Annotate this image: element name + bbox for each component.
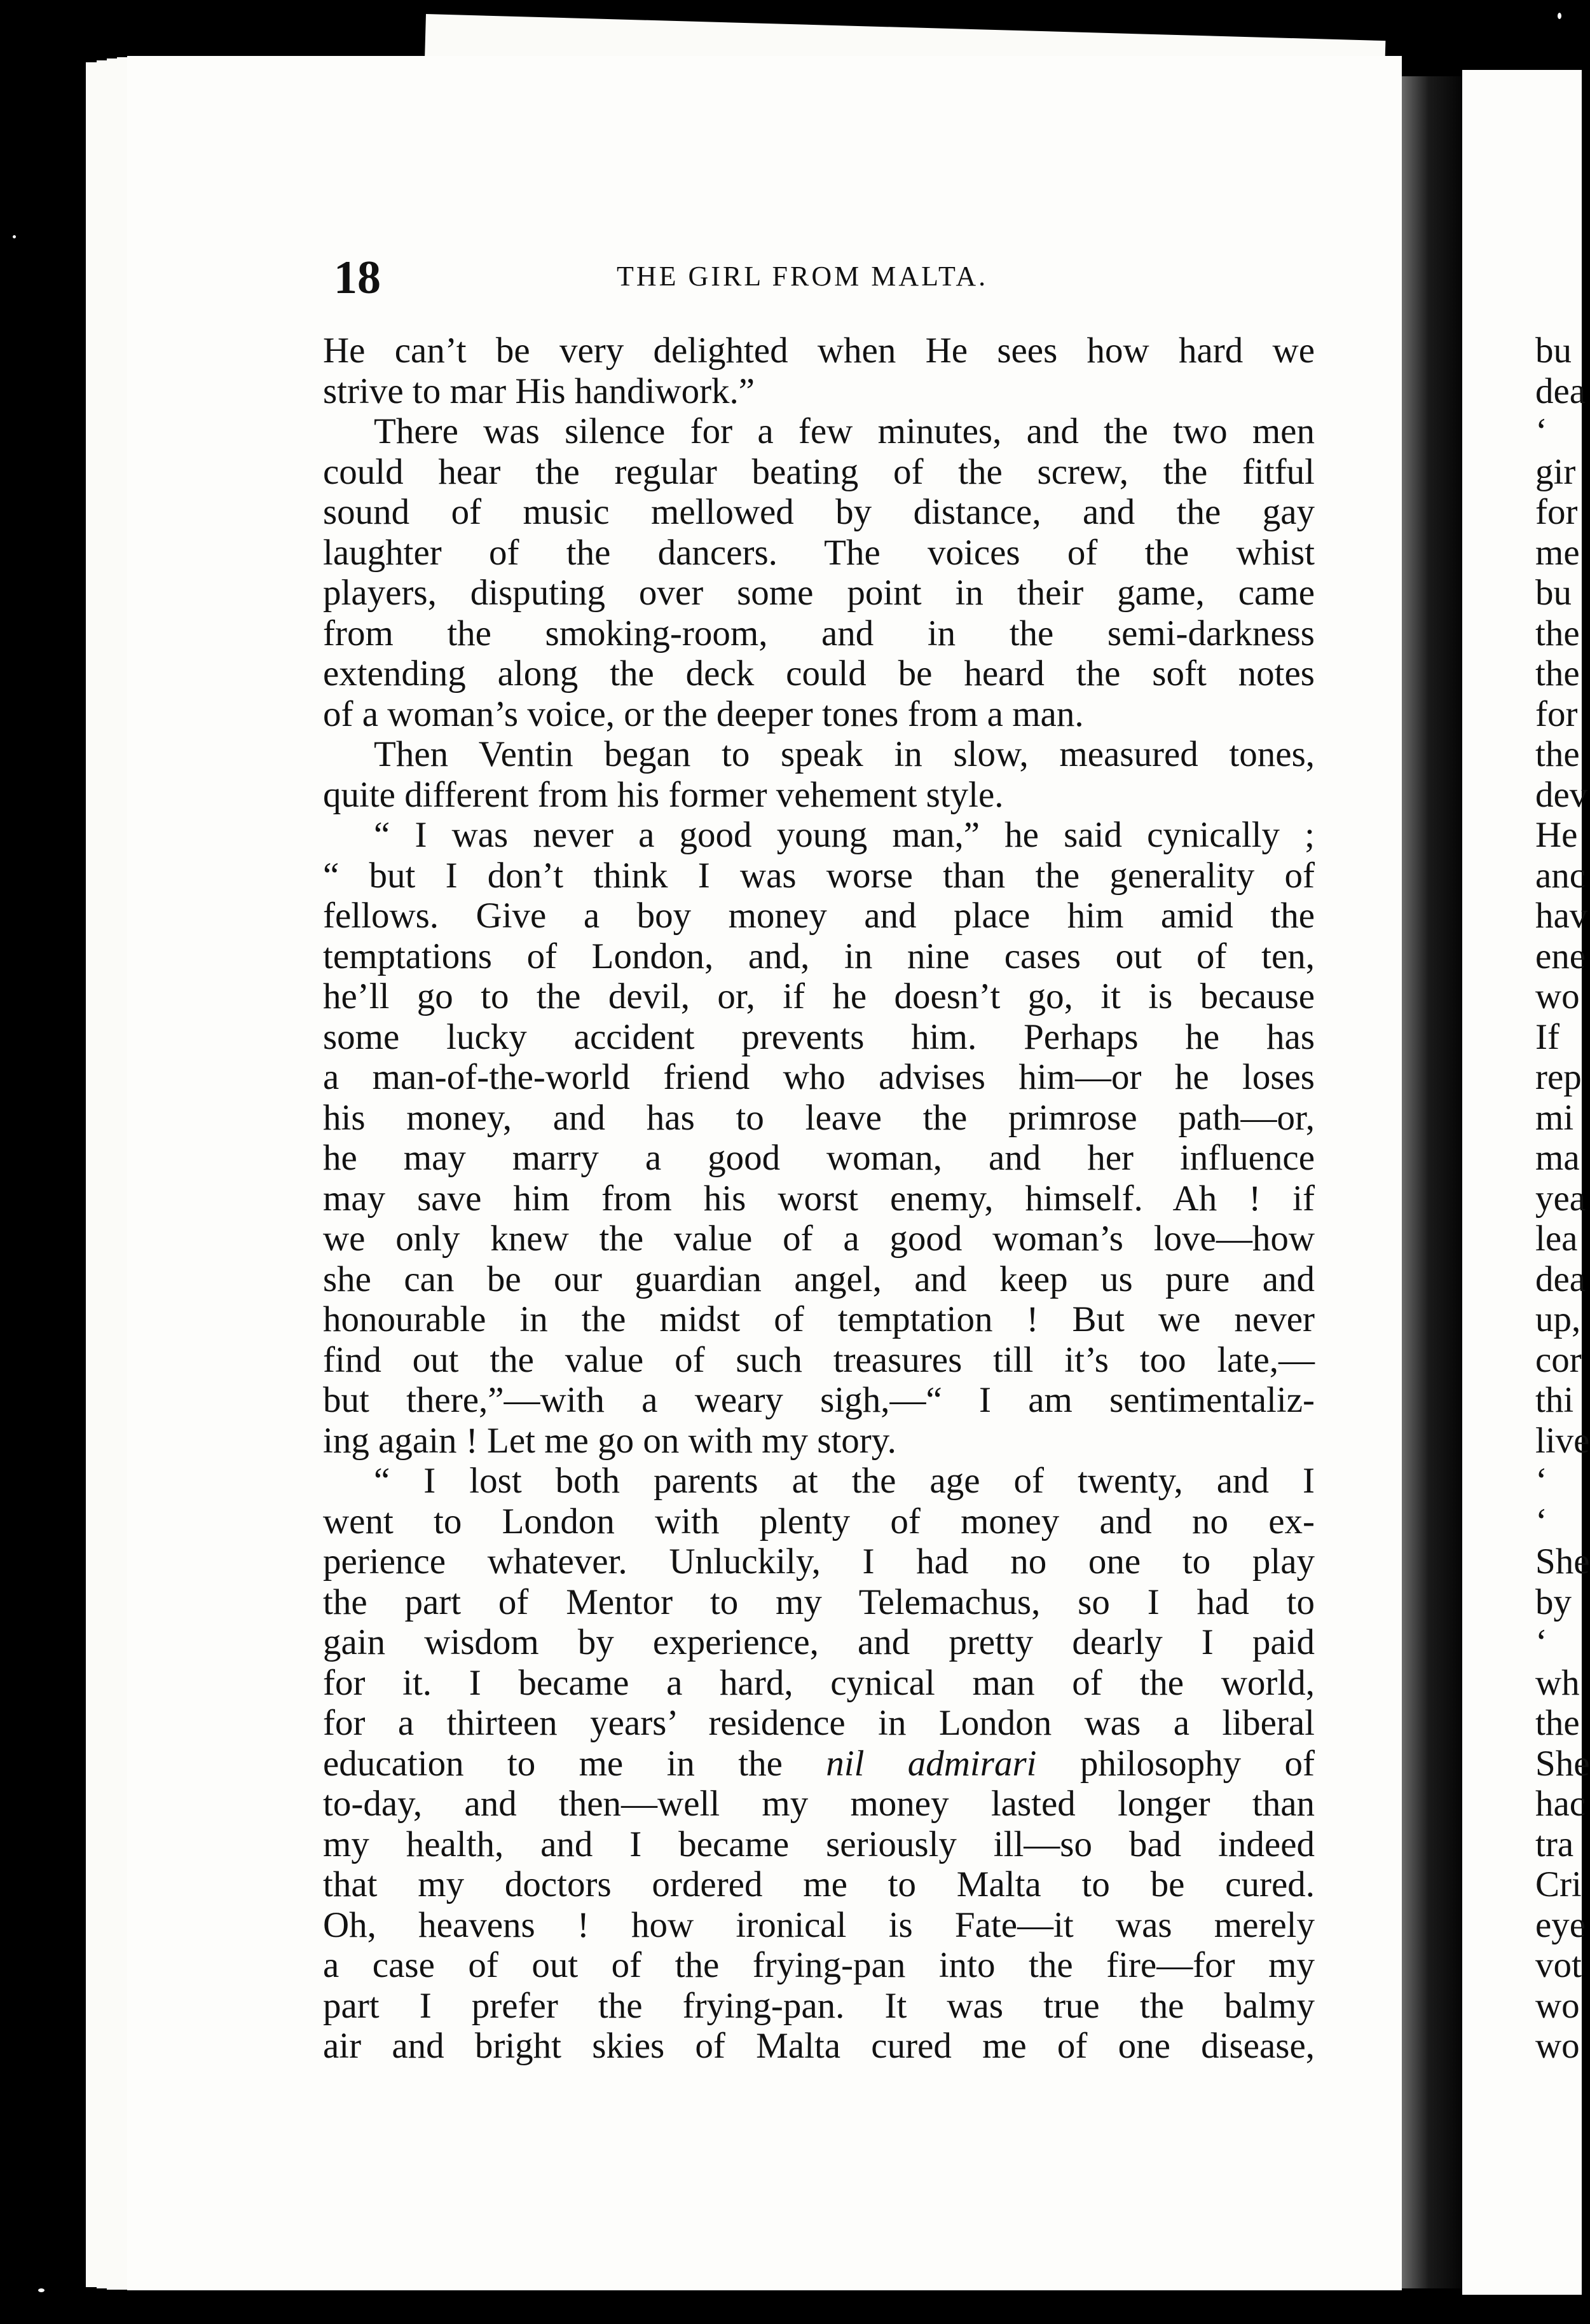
scan-speck — [38, 2288, 45, 2292]
right-page-fragment: me — [1535, 532, 1580, 573]
right-page-fragment: tra — [1535, 1824, 1574, 1864]
text-line: temptations of London, and, in nine cases out of ten, — [323, 936, 1315, 976]
text-line: extending along the deck could be heard the soft notes — [323, 653, 1315, 694]
right-page-fragment: He — [1535, 815, 1578, 855]
text-line: players, disputing over some point in their game, came — [323, 573, 1315, 613]
right-page-fragment: bu — [1535, 331, 1572, 371]
text-line: the part of Mentor to my Telemachus, so I had to — [323, 1582, 1315, 1622]
right-page-fragment: rep — [1535, 1057, 1582, 1097]
text-line: but there,”—with a weary sigh,—“ I am sentimentaliz- — [323, 1380, 1315, 1420]
right-page-fragment: ‘ — [1535, 1622, 1547, 1662]
text-line: a man-of-the-world friend who advises him—or he loses — [323, 1057, 1315, 1097]
text-line: some lucky accident prevents him. Perhaps he has — [323, 1016, 1315, 1057]
right-page-fragment: live — [1535, 1420, 1590, 1461]
text-line: “ I lost both parents at the age of twenty, and I — [374, 1461, 1315, 1501]
text-line: for it. I became a hard, cynical man of the world, — [323, 1662, 1315, 1703]
page-number: 18 — [334, 252, 381, 304]
right-page-fragment: mi — [1535, 1097, 1574, 1138]
text-line: “ I was never a good young man,” he said cynically ; — [374, 815, 1315, 855]
right-page-fragment: ma — [1535, 1138, 1580, 1178]
right-page-fragment: by — [1535, 1582, 1572, 1622]
right-page-text — [1535, 331, 1590, 2067]
right-page-fragment: thi — [1535, 1380, 1574, 1420]
right-page-fragment: the — [1535, 653, 1580, 694]
text-line: find out the value of such treasures till it’s too late,— — [323, 1339, 1315, 1380]
right-page-fragment: cor — [1535, 1339, 1582, 1380]
right-page-fragment: lea — [1535, 1219, 1578, 1259]
text-line: for a thirteen years’ residence in London was a liberal — [323, 1703, 1315, 1743]
right-page-fragment: dea — [1535, 371, 1586, 411]
text-line: There was silence for a few minutes, and the two men — [374, 411, 1315, 451]
text-line: from the smoking-room, and in the semi-darkness — [323, 613, 1315, 653]
right-page-fragment: wo — [1535, 1985, 1580, 2026]
text-line: air and bright skies of Malta cured me of one disease, — [323, 2026, 1315, 2066]
right-page-fragment: She — [1535, 1743, 1590, 1784]
right-page-fragment: wo — [1535, 976, 1580, 1016]
text-line: ing again ! Let me go on with my story. — [323, 1420, 896, 1461]
text-line: quite different from his former vehement style. — [323, 774, 1004, 815]
right-page-fragment: for — [1535, 492, 1578, 532]
text-line: perience whatever. Unluckily, I had no one to play — [323, 1541, 1315, 1582]
right-page-fragment: bu — [1535, 573, 1572, 613]
text-line: he may marry a good woman, and her influence — [323, 1138, 1315, 1178]
right-page-fragment: She — [1535, 1541, 1590, 1582]
right-page-fragment: dea — [1535, 1259, 1586, 1299]
right-page-fragment: the — [1535, 734, 1580, 774]
text-line: laughter of the dancers. The voices of the whist — [323, 532, 1315, 573]
text-line: gain wisdom by experience, and pretty dearly I paid — [323, 1622, 1315, 1662]
text-line: my health, and I became seriously ill—so bad indeed — [323, 1824, 1315, 1864]
text-line: of a woman’s voice, or the deeper tones from a man. — [323, 694, 1084, 734]
right-page-fragment: dev — [1535, 774, 1588, 815]
right-page-fragment: up, — [1535, 1299, 1581, 1339]
text-line: he’ll go to the devil, or, if he doesn’t go, it is because — [323, 976, 1315, 1016]
right-page-fragment: yea — [1535, 1178, 1586, 1219]
body-text — [323, 331, 1315, 2067]
running-title: THE GIRL FROM MALTA. — [617, 261, 989, 292]
text-line: may save him from his worst enemy, himself. Ah ! if — [323, 1178, 1315, 1219]
right-page-fragment: Cri — [1535, 1864, 1582, 1904]
text-line: that my doctors ordered me to Malta to be cured. — [323, 1864, 1315, 1904]
text-line: strive to mar His handiwork.” — [323, 371, 755, 411]
text-line: “ but I don’t think I was worse than the generality of — [323, 855, 1315, 896]
right-page-fragment: ene — [1535, 936, 1586, 976]
text-line: Oh, heavens ! how ironical is Fate—it was merely — [323, 1904, 1315, 1945]
right-page-fragment: wh — [1535, 1662, 1580, 1703]
right-page-fragment: hav — [1535, 896, 1588, 936]
scan-speck — [1558, 13, 1561, 19]
right-page-fragment: for — [1535, 694, 1578, 734]
right-page-fragment: hac — [1535, 1784, 1586, 1824]
right-page-fragment: the — [1535, 613, 1580, 653]
right-page-fragment: ‘ — [1535, 411, 1547, 451]
text-line: fellows. Give a boy money and place him amid the — [323, 896, 1315, 936]
text-line: a case of out of the frying-pan into the fire—for my — [323, 1945, 1315, 1985]
text-line: we only knew the value of a good woman’s love—how — [323, 1219, 1315, 1259]
right-page-fragment: gir — [1535, 451, 1576, 492]
right-page-fragment: ‘ — [1535, 1501, 1547, 1541]
text-line: to-day, and then—well my money lasted longer than — [323, 1784, 1315, 1824]
page-header — [334, 251, 1319, 308]
right-page-fragment: the — [1535, 1703, 1580, 1743]
text-line: went to London with plenty of money and no ex- — [323, 1501, 1315, 1541]
scan-speck — [13, 235, 16, 238]
text-line: his money, and has to leave the primrose path—or, — [323, 1097, 1315, 1138]
right-page-fragment: vot — [1535, 1945, 1582, 1985]
text-line: honourable in the midst of temptation ! But we never — [323, 1299, 1315, 1339]
text-line: education to me in the nil admirari philosophy of — [323, 1743, 1315, 1784]
book-gutter — [1402, 76, 1462, 2288]
right-page-fragment: eye — [1535, 1904, 1586, 1945]
text-line: part I prefer the frying-pan. It was true the balmy — [323, 1985, 1315, 2026]
right-page-fragment: ‘ — [1535, 1461, 1547, 1501]
text-line: Then Ventin began to speak in slow, measured tones, — [374, 734, 1315, 774]
text-line: He can’t be very delighted when He sees how hard we — [323, 331, 1315, 371]
right-page-fragment: If — [1535, 1016, 1559, 1057]
right-page-fragment: anc — [1535, 855, 1586, 896]
right-page-fragment: wo — [1535, 2026, 1580, 2066]
text-line: sound of music mellowed by distance, and the gay — [323, 492, 1315, 532]
text-line: could hear the regular beating of the screw, the fitful — [323, 451, 1315, 492]
text-line: she can be our guardian angel, and keep us pure and — [323, 1259, 1315, 1299]
